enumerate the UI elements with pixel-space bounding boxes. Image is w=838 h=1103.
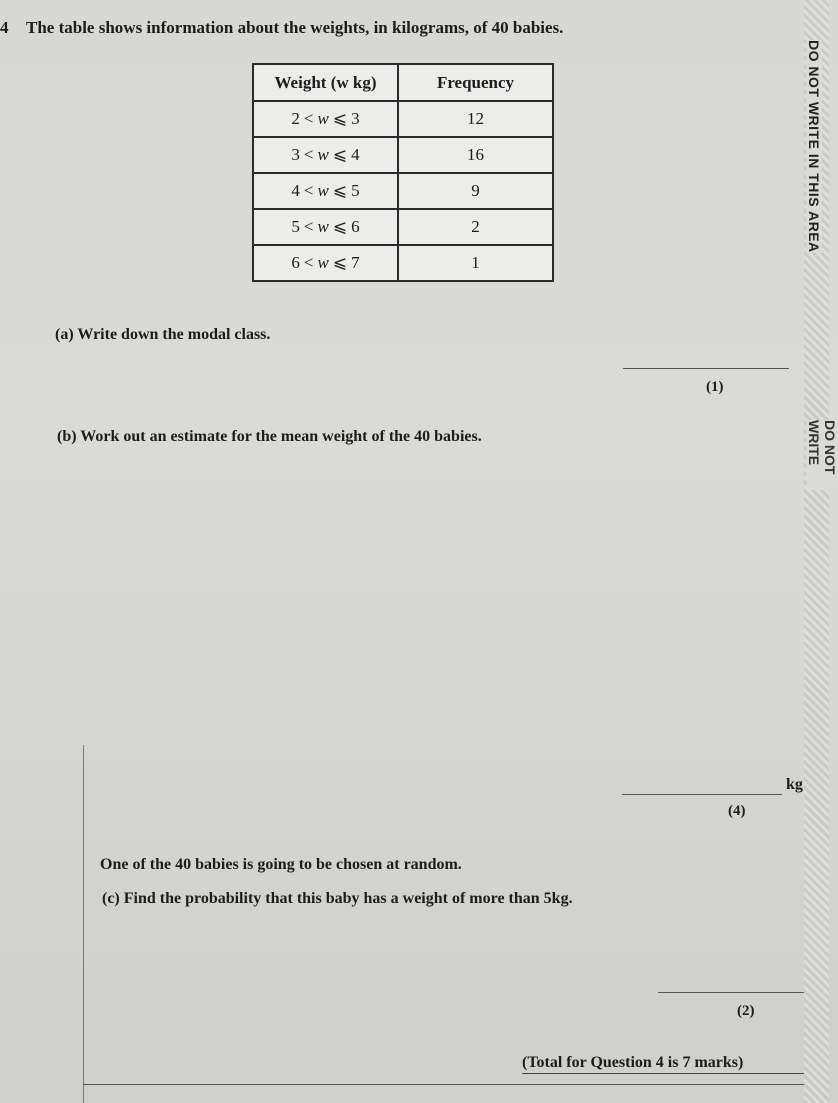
frequency-cell: 2 [398,209,553,245]
part-c-answer-line[interactable] [658,992,804,993]
weight-class-cell: 2 < w ⩽ 3 [253,101,398,137]
table-row [253,209,553,245]
part-c-stem: One of the 40 babies is going to be chosen at random. [100,856,462,873]
question-number: 4 [0,18,9,37]
part-b-answer-line[interactable] [622,794,782,795]
weight-class-cell: 4 < w ⩽ 5 [253,173,398,209]
part-b-unit: kg [786,776,803,793]
frequency-header: Frequency [398,64,553,101]
page-border-line [83,1084,823,1085]
weight-class-cell: 6 < w ⩽ 7 [253,245,398,281]
margin-line [83,745,84,1103]
frequency-cell: 9 [398,173,553,209]
part-a-marks: (1) [706,379,724,395]
part-c-marks: (2) [737,1003,755,1019]
no-write-label: DO NOT WRITE IN THIS AREA [806,40,822,253]
frequency-cell: 1 [398,245,553,281]
table-header-row [253,64,553,101]
question-intro: The table shows information about the weights, in kilograms, of 40 babies. [26,18,564,37]
table-row [253,101,553,137]
weight-class-cell: 5 < w ⩽ 6 [253,209,398,245]
part-a-question: (a) Write down the modal class. [55,326,271,343]
table-row [253,245,553,281]
part-b-marks: (4) [728,803,746,819]
total-underline [522,1073,822,1074]
table-row [253,173,553,209]
part-b-question: (b) Work out an estimate for the mean weight of the 40 babies. [57,428,482,445]
weight-class-cell: 3 < w ⩽ 4 [253,137,398,173]
table-row [253,137,553,173]
no-write-label-partial: DO NOT WRITE [806,420,838,490]
part-c-question: (c) Find the probability that this baby has a weight of more than 5kg. [102,890,573,907]
part-a-answer-line[interactable] [623,368,789,369]
frequency-cell: 12 [398,101,553,137]
question-total: (Total for Question 4 is 7 marks) [522,1054,744,1071]
frequency-table [252,63,554,282]
weight-header: Weight (w kg) [253,64,398,101]
frequency-cell: 16 [398,137,553,173]
